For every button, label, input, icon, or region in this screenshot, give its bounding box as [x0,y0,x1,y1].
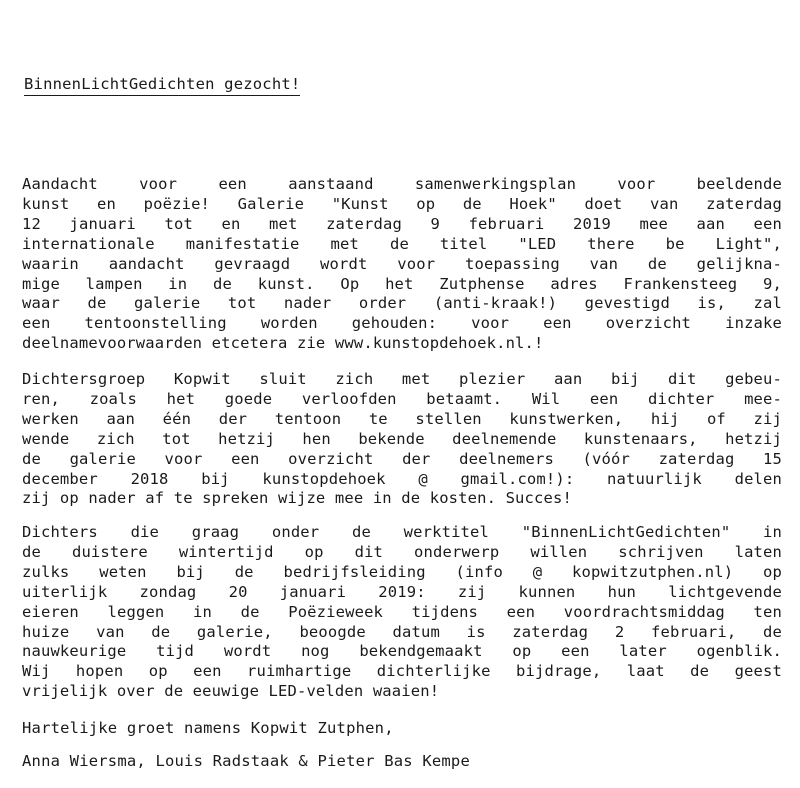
paragraph-intro [22,175,782,354]
text-line: Dichters die graag onder de werktitel "BinnenLichtGedichten" in [22,523,782,541]
greeting: Hartelijke groet namens Kopwit Zutphen, [22,719,394,737]
text-line: werken aan één der tentoon te stellen kunstwerken, hij of zij [22,409,782,428]
text-line: wende zich tot hetzij hen bekende deelnemende kunstenaars, hetzij [22,429,782,448]
text-line: een tentoonstelling worden gehouden: voor een overzicht inzake [22,314,782,333]
text-line: zij op nader af te spreken wijze mee in de kosten. Succes! [22,489,572,508]
text-line: Aandacht voor een aanstaand samenwerkingsplan voor beeldende [22,175,782,193]
text-line: uiterlijk zondag 20 januari 2019: zij kunnen hun lichtgevende [22,582,782,601]
text-line: huize van de galerie, beoogde datum is zaterdag 2 februari, de [22,622,782,641]
text-line: december 2018 bij kunstopdehoek @ gmail.com!): natuurlijk delen [22,469,782,488]
text-line: deelnamevoorwaarden etcetera zie www.kunstopdehoek.nl.! [22,334,544,353]
text-line: ren, zoals het goede verloofden betaamt. Wil een dichter mee- [22,389,782,408]
text-line: 12 januari tot en met zaterdag 9 februari 2019 mee aan een [22,214,782,233]
text-line: eieren leggen in de Poëzieweek tijdens een voordrachtsmiddag ten [22,602,782,621]
text-line: Dichtersgroep Kopwit sluit zich met plezier aan bij dit gebeu- [22,370,782,388]
text-line: Wij hopen op een ruimhartige dichterlijke bijdrage, laat de geest [22,662,782,681]
text-line: nauwkeurige tijd wordt nog bekendgemaakt op een later ogenblik. [22,642,782,661]
text-line: de duistere wintertijd op dit onderwerp willen schrijven laten [22,542,782,561]
signature: Anna Wiersma, Louis Radstaak & Pieter Bas Kempe [22,752,470,770]
paragraph-kopwit [22,370,782,509]
text-line: zulks weten bij de bedrijfsleiding (info @ kopwitzutphen.nl) op [22,562,782,581]
text-line: kunst en poëzie! Galerie "Kunst op de Hoek" doet van zaterdag [22,194,782,213]
text-line: waar de galerie tot nader order (anti-kraak!) gevestigd is, zal [22,294,782,313]
text-line: internationale manifestatie met de titel "LED there be Light", [22,234,782,253]
paragraph-call [22,523,782,702]
text-line: waarin aandacht gevraagd wordt voor toepassing van de gelijkna- [22,254,782,273]
text-line: vrijelijk over de eeuwige LED-velden waaien! [22,682,440,701]
text-line: de galerie voor een overzicht der deelnemers (vóór zaterdag 15 [22,449,782,468]
page-title: BinnenLichtGedichten gezocht! [24,74,300,96]
text-line: mige lampen in de kunst. Op het Zutphense adres Frankensteeg 9, [22,274,782,293]
